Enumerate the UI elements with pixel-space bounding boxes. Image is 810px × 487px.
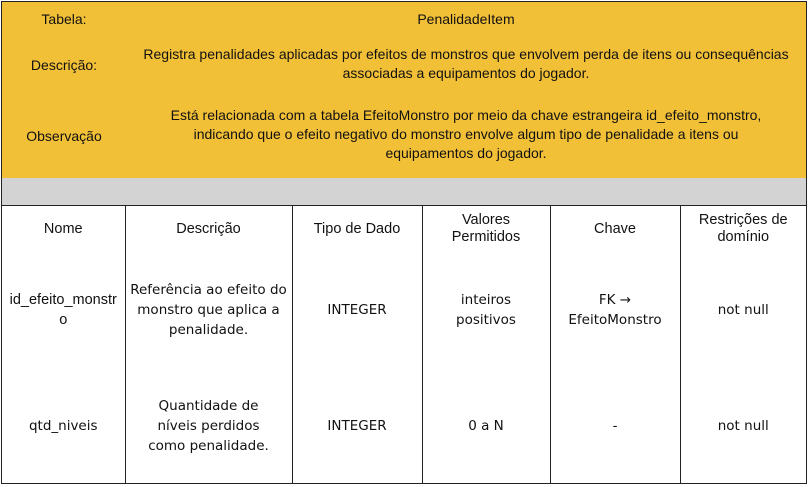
observacao-label: Observação bbox=[26, 128, 102, 144]
separator-band bbox=[2, 178, 806, 206]
cell-valores: inteiros positivos bbox=[422, 252, 550, 367]
cell-descricao: Referência ao efeito do monstro que aplica a penalidade. bbox=[125, 252, 292, 367]
columns-table bbox=[2, 206, 806, 484]
descricao-text: Registra penalidades aplicadas por efeitos de monstros que envolvem perda de itens ou consequências associadas a equipamentos do jogador. bbox=[143, 46, 789, 81]
table-metadata bbox=[2, 2, 806, 178]
table-row bbox=[2, 367, 806, 484]
col-header-chave: Chave bbox=[550, 206, 680, 252]
cell-valores: 0 a N bbox=[422, 367, 550, 484]
table-row bbox=[2, 252, 806, 367]
tabela-label: Tabela: bbox=[41, 11, 87, 27]
header-row bbox=[2, 206, 806, 252]
cell-chave: - bbox=[550, 367, 680, 484]
cell-tipo: INTEGER bbox=[292, 252, 422, 367]
cell-nome: qtd_niveis bbox=[28, 417, 98, 434]
cell-chave: FK → EfeitoMonstro bbox=[550, 252, 680, 367]
cell-restricoes: not null bbox=[680, 252, 806, 367]
col-header-tipo: Tipo de Dado bbox=[292, 206, 422, 252]
observacao-text: Está relacionada com a tabela EfeitoMonstro por meio da chave estrangeira id_efeito_monstro, indicando que o efeito negativo do monstro envolve algum tipo de penalidade a itens ou equipamentos do jogador. bbox=[170, 107, 762, 161]
col-header-descricao: Descrição bbox=[125, 206, 292, 252]
data-dictionary-sheet bbox=[1, 1, 807, 484]
col-header-nome: Nome bbox=[43, 220, 83, 237]
col-header-restricoes: Restrições de domínio bbox=[680, 206, 806, 252]
tabela-name: PenalidadeItem bbox=[417, 11, 515, 27]
descricao-label: Descrição: bbox=[30, 57, 98, 73]
col-header-valores: Valores Permitidos bbox=[422, 206, 550, 252]
cell-restricoes: not null bbox=[680, 367, 806, 484]
cell-descricao: Quantidade de níveis perdidos como penalidade. bbox=[125, 367, 292, 484]
cell-tipo: INTEGER bbox=[292, 367, 422, 484]
cell-nome: id_efeito_monstro bbox=[9, 291, 117, 328]
